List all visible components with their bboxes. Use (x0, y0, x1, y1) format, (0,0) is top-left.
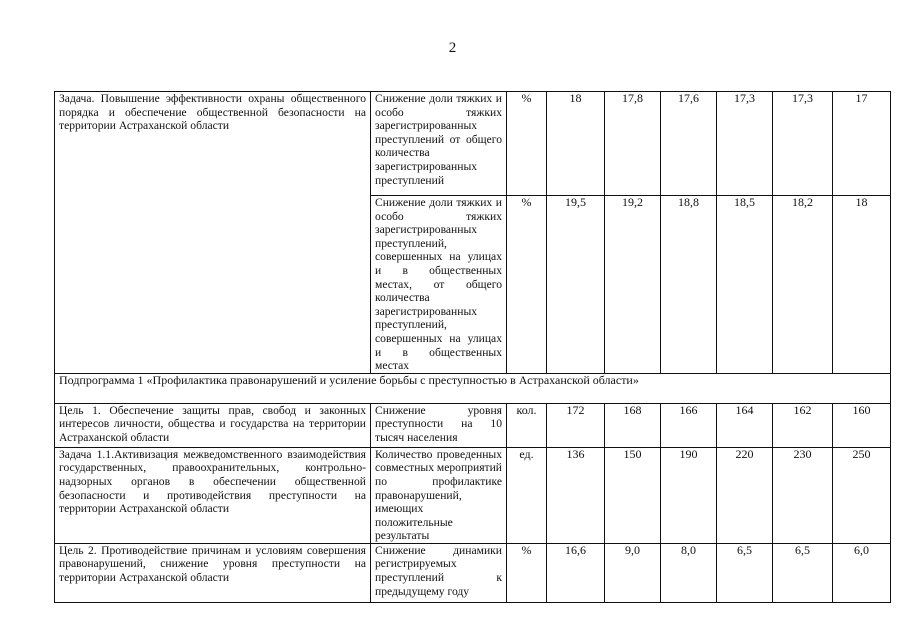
value-cell: 162 (773, 403, 833, 447)
page-number: 2 (448, 40, 457, 56)
value-cell: 166 (661, 403, 717, 447)
value-cell: 18,2 (773, 196, 833, 374)
value-cell: 168 (605, 403, 661, 447)
value-cell: 17 (833, 92, 891, 196)
section-row (55, 373, 891, 403)
unit-cell: % (507, 543, 547, 602)
value-cell: 8,0 (661, 543, 717, 602)
value-cell: 17,3 (717, 92, 773, 196)
unit-cell: % (507, 196, 547, 374)
value-cell: 220 (717, 447, 773, 543)
value-cell: 18 (833, 196, 891, 374)
unit-cell: % (507, 92, 547, 196)
value-cell: 6,5 (773, 543, 833, 602)
value-cell: 6,0 (833, 543, 891, 602)
value-cell: 150 (605, 447, 661, 543)
value-cell: 136 (547, 447, 605, 543)
value-cell: 19,2 (605, 196, 661, 374)
value-cell: 17,8 (605, 92, 661, 196)
value-cell: 18,8 (661, 196, 717, 374)
indicator-cell: Снижение доли тяжких и особо тяжких зарегистрированных преступлений, совершенных на улицах и в общественных местах, от общего количества зарегистрированных преступлений, совершенных на улицах и в общественных местах (371, 196, 507, 374)
indicators-table (54, 91, 891, 603)
value-cell: 6,5 (717, 543, 773, 602)
value-cell: 9,0 (605, 543, 661, 602)
table-row (55, 92, 891, 196)
value-cell: 19,5 (547, 196, 605, 374)
value-cell: 18,5 (717, 196, 773, 374)
value-cell: 250 (833, 447, 891, 543)
value-cell: 17,6 (661, 92, 717, 196)
goal-cell: Задача 1.1.Активизация межведомственного взаимодействия государственных, правоохранительных, контрольно-надзорных органов в обеспечении общественной безопасности и противодействия преступности на территории Астраханской области (55, 447, 371, 543)
goal-cell: Цель 2. Противодействие причинам и условиям совершения правонарушений, снижение уровня преступности на территории Астраханской области (55, 543, 371, 602)
value-cell: 230 (773, 447, 833, 543)
value-cell: 16,6 (547, 543, 605, 602)
value-cell: 17,3 (773, 92, 833, 196)
indicator-cell: Снижение доли тяжких и особо тяжких зарегистрированных преступлений от общего количества зарегистрированных преступлений (371, 92, 507, 196)
subprogram-title: Подпрограмма 1 «Профилактика правонарушений и усиление борьбы с преступностью в Астраханской области» (55, 373, 891, 403)
value-cell: 172 (547, 403, 605, 447)
indicator-cell: Снижение уровня преступности на 10 тысяч населения (371, 403, 507, 447)
value-cell: 160 (833, 403, 891, 447)
indicator-cell: Снижение динамики регистрируемых преступлений к предыдущему году (371, 543, 507, 602)
table-row (55, 403, 891, 447)
unit-cell: ед. (507, 447, 547, 543)
goal-cell: Цель 1. Обеспечение защиты прав, свобод и законных интересов личности, общества и государства на территории Астраханской области (55, 403, 371, 447)
value-cell: 164 (717, 403, 773, 447)
goal-cell: Задача. Повышение эффективности охраны общественного порядка и обеспечение общественной безопасности на территории Астраханской области (55, 92, 371, 374)
table-row (55, 543, 891, 602)
value-cell: 18 (547, 92, 605, 196)
indicator-cell: Количество проведенных совместных мероприятий по профилактике правонарушений, имеющих положительные результаты (371, 447, 507, 543)
table-row (55, 447, 891, 543)
value-cell: 190 (661, 447, 717, 543)
unit-cell: кол. (507, 403, 547, 447)
